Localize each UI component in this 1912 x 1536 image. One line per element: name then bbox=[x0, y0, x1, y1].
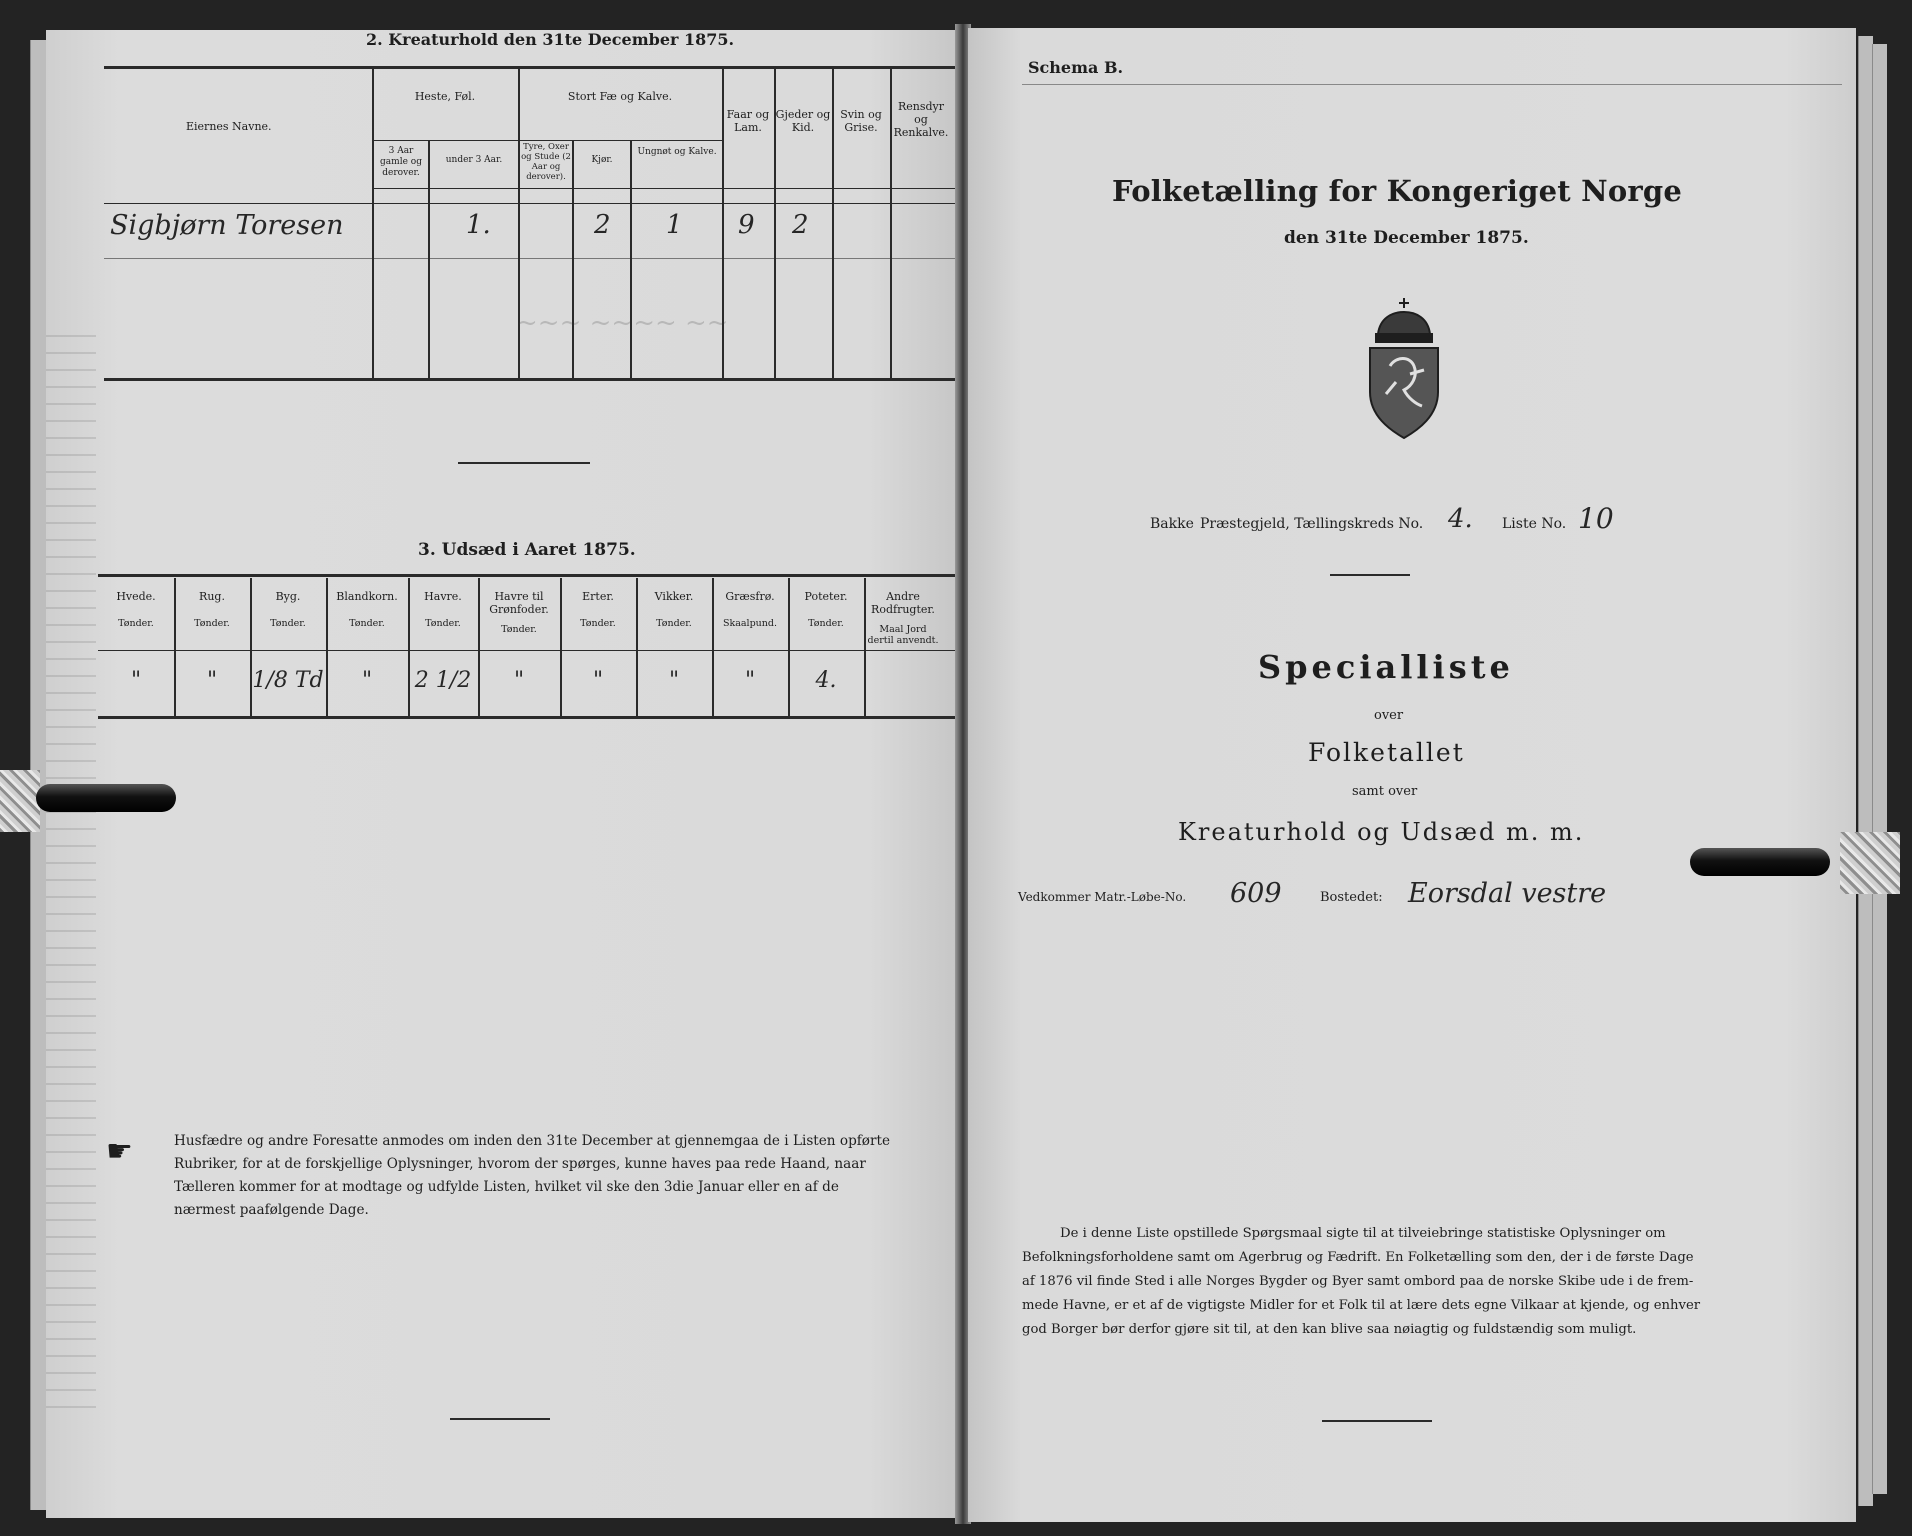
matr-number: 609 bbox=[1230, 878, 1282, 909]
matr-label: Vedkommer Matr.-Løbe-No. bbox=[1018, 890, 1187, 904]
ungnot-value: 1 bbox=[666, 210, 683, 240]
census-date: den 31te December 1875. bbox=[1284, 228, 1529, 248]
paragraph-line: Befolkningsforholdene samt om Agerbrug og Fædrift. En Folketælling som den, der i de første Dage bbox=[1022, 1250, 1694, 1265]
seed-table bbox=[98, 578, 978, 718]
liste-label: Liste No. bbox=[1502, 516, 1567, 532]
gjeder-header: Gjeder og Kid. bbox=[775, 108, 831, 134]
right-page bbox=[968, 28, 1856, 1522]
seed-col-unit: Tønder. bbox=[118, 618, 154, 629]
left-page bbox=[46, 30, 960, 1518]
seed-col-header: Hvede. bbox=[116, 590, 156, 603]
owner-header: Eiernes Navne. bbox=[186, 120, 272, 133]
seed-col-header: Erter. bbox=[582, 590, 614, 603]
rule bbox=[104, 258, 976, 259]
rule bbox=[98, 574, 978, 577]
separator-line bbox=[450, 1418, 550, 1420]
seed-value: " bbox=[513, 668, 525, 693]
heste-gamle-header: 3 Aar gamle og derover. bbox=[380, 146, 422, 178]
liste-number: 10 bbox=[1578, 502, 1614, 535]
norway-coat-of-arms-icon bbox=[1356, 294, 1452, 442]
owner-name: Sigbjørn Toresen bbox=[110, 210, 344, 241]
stort-fae-header: Stort Fæ og Kalve. bbox=[567, 90, 673, 103]
seed-col-header: Poteter. bbox=[804, 590, 848, 603]
samt-over-text: samt over bbox=[1352, 784, 1418, 799]
paragraph-line: af 1876 vil finde Sted i alle Norges Bygder og Byer samt ombord paa de norske Skibe ude i de frem- bbox=[1022, 1274, 1694, 1289]
seed-value: " bbox=[130, 668, 142, 693]
rule bbox=[372, 188, 976, 189]
intro-paragraph bbox=[1022, 1222, 1832, 1342]
col-divider bbox=[372, 68, 374, 380]
rensdyr-header: Rensdyr og Renkalve. bbox=[893, 100, 949, 139]
seed-value: " bbox=[744, 668, 756, 693]
section-2-title: 2. Kreaturhold den 31te December 1875. bbox=[366, 30, 735, 49]
seed-col-unit: Tønder. bbox=[501, 624, 537, 635]
seed-col-unit: Skaalpund. bbox=[722, 618, 778, 629]
rule bbox=[104, 378, 976, 381]
kreaturhold-heading: Kreaturhold og Udsæd m. m. bbox=[1178, 818, 1585, 846]
seed-col-unit: Tønder. bbox=[349, 618, 385, 629]
heste-under-header: under 3 Aar. bbox=[445, 155, 503, 165]
seed-col-unit: Tønder. bbox=[580, 618, 616, 629]
rule bbox=[104, 66, 976, 69]
seed-col-header: Græsfrø. bbox=[725, 590, 775, 603]
seed-col-unit: Maal Jord dertil anvendt. bbox=[867, 624, 939, 646]
seed-col-unit: Tønder. bbox=[270, 618, 306, 629]
notice-line: nærmest paafølgende Dage. bbox=[174, 1202, 369, 1218]
faar-value: 9 bbox=[738, 210, 755, 240]
seed-col-unit: Tønder. bbox=[656, 618, 692, 629]
heste-header: Heste, Føl. bbox=[414, 90, 476, 103]
seed-col-unit: Tønder. bbox=[808, 618, 844, 629]
seed-value: " bbox=[592, 668, 604, 693]
bosted-label: Bostedet: bbox=[1320, 890, 1383, 905]
seed-value: 4. bbox=[815, 668, 837, 693]
bleed-through-text bbox=[46, 320, 96, 1420]
paragraph-line: mede Havne, er et af de vigtigste Midler for et Folk til at lære dets egne Vilkaar at kjende, og enhver bbox=[1022, 1298, 1701, 1313]
rule bbox=[1022, 84, 1842, 85]
kjor-value: 2 bbox=[594, 210, 611, 240]
notice-text bbox=[174, 1130, 964, 1222]
col-divider bbox=[572, 140, 574, 380]
ungnot-header: Ungnøt og Kalve. bbox=[637, 147, 717, 157]
col-divider bbox=[428, 140, 430, 380]
col-divider bbox=[630, 140, 632, 380]
separator-line bbox=[458, 462, 590, 464]
parish-label: Præstegjeld, Tællingskreds No. bbox=[1200, 516, 1424, 532]
tyre-header: Tyre, Oxer og Stude (2 Aar og derover). bbox=[521, 142, 571, 182]
seed-col-unit: Tønder. bbox=[194, 618, 230, 629]
seed-col-header: Byg. bbox=[275, 590, 301, 603]
seed-col-header: Andre Rodfrugter. bbox=[871, 590, 935, 616]
svin-header: Svin og Grise. bbox=[840, 108, 882, 134]
seed-value: 1/8 Td bbox=[252, 668, 324, 693]
seed-col-header: Blandkorn. bbox=[336, 590, 398, 603]
paragraph-line: De i denne Liste opstillede Spørgsmaal sigte til at tilveiebringe statistiske Oplysninger om bbox=[1060, 1226, 1666, 1241]
page-edge bbox=[1872, 44, 1887, 1494]
notice-line: Rubriker, for at de forskjellige Oplysninger, hvorom der spørges, kunne haves paa rede Haand, naar bbox=[174, 1156, 866, 1172]
seed-col-header: Vikker. bbox=[654, 590, 694, 603]
page-edge bbox=[1858, 36, 1873, 1506]
seed-col-header: Havre. bbox=[424, 590, 462, 603]
bleed-through-writing: ~~~ ~~~~ ~~ bbox=[516, 308, 729, 338]
heste-under-value: 1. bbox=[466, 210, 491, 240]
seed-value: 2 1/2 bbox=[414, 668, 472, 693]
rule bbox=[372, 140, 722, 141]
specialliste-heading: Specialliste bbox=[1258, 648, 1514, 686]
over-text: over bbox=[1374, 708, 1404, 723]
pointing-hand-icon: ☛ bbox=[106, 1134, 133, 1169]
seed-col-unit: Tønder. bbox=[425, 618, 461, 629]
bosted-value: Eorsdal vestre bbox=[1408, 878, 1607, 909]
rule bbox=[104, 203, 976, 204]
schema-label: Schema B. bbox=[1028, 58, 1124, 77]
section-3-title: 3. Udsæd i Aaret 1875. bbox=[418, 540, 636, 560]
kjor-header: Kjør. bbox=[591, 155, 613, 165]
seed-col-header: Havre til Grønfoder. bbox=[489, 590, 549, 616]
seed-value: " bbox=[361, 668, 373, 693]
seed-col-header: Rug. bbox=[199, 590, 225, 603]
separator-line bbox=[1330, 574, 1410, 576]
folketallet-heading: Folketallet bbox=[1308, 738, 1465, 767]
gjeder-value: 2 bbox=[792, 210, 809, 240]
faar-header: Faar og Lam. bbox=[726, 108, 770, 134]
separator-line bbox=[1322, 1420, 1432, 1422]
notice-line: Husfædre og andre Foresatte anmodes om inden den 31te December at gjennemgaa de i Listen opførte bbox=[174, 1133, 890, 1149]
notice-line: Tælleren kommer for at modtage og udfylde Listen, hvilket vil ske den 3die Januar eller en af de bbox=[174, 1179, 839, 1195]
main-title: Folketælling for Kongeriget Norge bbox=[1112, 174, 1682, 208]
paragraph-line: god Borger bør derfor gjøre sit til, at den kan blive saa nøiagtig og fuldstændig som muligt. bbox=[1022, 1322, 1637, 1337]
seed-value: " bbox=[668, 668, 680, 693]
tallingskreds-number: 4. bbox=[1448, 504, 1473, 534]
parish-prefix: Bakke bbox=[1150, 516, 1194, 532]
seed-value: " bbox=[206, 668, 218, 693]
